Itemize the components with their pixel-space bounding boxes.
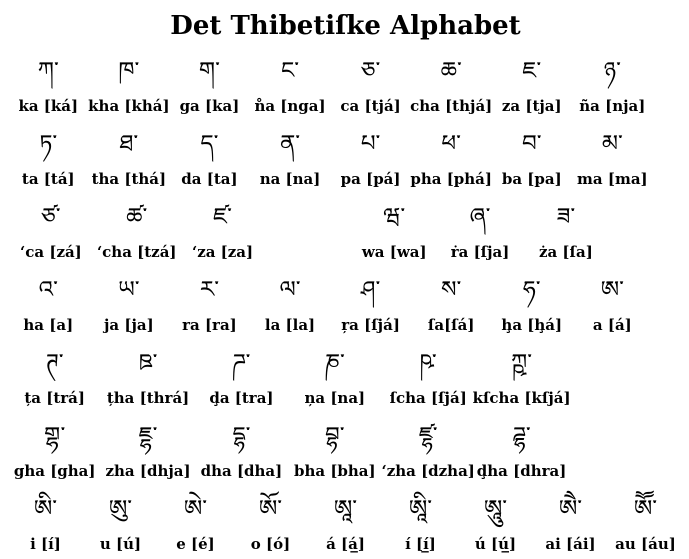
transliteration: ʻcha [tzá] [96, 242, 177, 261]
letter-cell [288, 340, 381, 413]
letter-cell [411, 267, 492, 340]
letter-cell [83, 486, 158, 559]
letter-cell [89, 121, 170, 194]
tibetan-letter: ཨཽ་ [633, 495, 658, 522]
transliteration: ḑa [tra] [209, 388, 274, 407]
tibetan-letter: ད་ [200, 130, 219, 157]
transliteration: u [ú] [99, 534, 142, 553]
letter-cell [195, 413, 288, 486]
transliteration: kha [khá] [88, 96, 170, 115]
alphabet-row-consonants-row-2 [8, 121, 653, 194]
transliteration: ña [nja] [579, 96, 646, 115]
letter-cell [523, 194, 609, 267]
transliteration: zha [dhja] [105, 461, 191, 480]
letter-cell [491, 48, 572, 121]
tibetan-letter: ཟ་ [556, 203, 576, 230]
transliteration: ga [ka] [179, 96, 240, 115]
transliteration: í [í̲] [405, 534, 436, 553]
tibetan-letter: ཛྷ་ [418, 422, 438, 449]
transliteration: pa [pá] [340, 169, 401, 188]
letter-cell [169, 267, 250, 340]
letter-cell [330, 121, 411, 194]
tibetan-letter: ཨཱུ་ [483, 495, 508, 522]
tibetan-letter: ག་ [198, 57, 220, 84]
alphabet-row-retroflex-row [8, 340, 571, 413]
transliteration: ba [pa] [501, 169, 562, 188]
tibetan-letter: ཨཻ་ [558, 495, 583, 522]
transliteration: ḩa [ḩá] [501, 315, 563, 334]
tibetan-letter: ཀྵ་ [511, 349, 533, 376]
tibetan-letter: ཝ་ [383, 203, 406, 230]
letter-cell [169, 121, 250, 194]
transliteration: pha [phá] [410, 169, 493, 188]
letter-cell [8, 340, 101, 413]
alphabet-row-consonants-row-4 [8, 267, 653, 340]
letter-cell [411, 48, 492, 121]
transliteration: ʻza [za] [192, 242, 254, 261]
letter-cell [89, 267, 170, 340]
tibetan-letter: ཧ་ [522, 276, 541, 303]
transliteration: kſcha [kſjá] [472, 388, 571, 407]
transliteration: ca [tjá] [340, 96, 401, 115]
transliteration: ra [ra] [182, 315, 237, 334]
transliteration: na [na] [259, 169, 321, 188]
letter-cell [101, 340, 194, 413]
letter-cell [89, 48, 170, 121]
letter-cell [437, 194, 523, 267]
tibetan-letter: ས་ [441, 276, 462, 303]
tibetan-letter: ཨེ་ [183, 495, 208, 522]
tibetan-letter: བྷ་ [325, 422, 345, 449]
letter-cell [101, 413, 194, 486]
transliteration: da [ta] [181, 169, 238, 188]
transliteration: au [áu] [615, 534, 676, 553]
transliteration: bha [bha] [293, 461, 376, 480]
letter-cell [8, 267, 89, 340]
letter-cell [288, 413, 381, 486]
transliteration: ú [ú̲] [474, 534, 517, 553]
tibetan-letter: མ་ [601, 130, 623, 157]
letter-cell [411, 121, 492, 194]
letter-cell [8, 413, 101, 486]
transliteration: gha [gha] [13, 461, 96, 480]
transliteration: ța [trá] [24, 388, 85, 407]
tibetan-letter: ཨུ་ [108, 495, 133, 522]
letter-cell [382, 413, 475, 486]
tibetan-letter: ཇ་ [522, 57, 542, 84]
letter-cell [308, 486, 383, 559]
tibetan-letter: ཀ་ [37, 57, 59, 84]
tibetan-letter: ཨཱ་ [333, 495, 358, 522]
letter-cell [351, 194, 437, 267]
tibetan-letter: ཨ་ [600, 276, 624, 303]
tibetan-letter: བ་ [521, 130, 542, 157]
letter-cell [572, 48, 653, 121]
tibetan-letter: ཋ་ [138, 349, 158, 376]
transliteration: ka [ká] [18, 96, 79, 115]
tibetan-letter: ཊ་ [45, 349, 64, 376]
tibetan-letter: ཅ་ [360, 57, 381, 84]
tibetan-letter: ཐ་ [119, 130, 139, 157]
tibetan-letter: ཏ་ [39, 130, 58, 157]
tibetan-letter: ཕ་ [441, 130, 461, 157]
letter-cell [491, 267, 572, 340]
letter-cell [265, 194, 351, 267]
tibetan-letter: འ་ [38, 276, 58, 303]
transliteration: ḑha [dhra] [476, 461, 567, 480]
transliteration: i [í] [30, 534, 61, 553]
transliteration: ai [ái] [545, 534, 596, 553]
letter-cell [8, 121, 89, 194]
tibetan-letter: ཇྷ་ [138, 422, 158, 449]
transliteration: n̊a [nga] [254, 96, 326, 115]
alphabet-table [8, 48, 683, 559]
letter-cell [250, 48, 331, 121]
tibetan-letter: ཤ་ [360, 276, 381, 303]
letter-cell [458, 486, 533, 559]
transliteration: țha [thrá] [106, 388, 190, 407]
letter-cell [572, 121, 653, 194]
tibetan-letter: པ་ [360, 130, 381, 157]
letter-cell [94, 194, 180, 267]
transliteration: ſcha [ſjá] [389, 388, 467, 407]
letter-cell [330, 267, 411, 340]
tibetan-letter: ཁ་ [118, 57, 140, 84]
transliteration: á [á̲] [326, 534, 365, 553]
transliteration: dha [dha] [200, 461, 283, 480]
tibetan-letter: ཙ་ [41, 203, 61, 230]
tibetan-letter: ར་ [199, 276, 220, 303]
transliteration: ʻca [zá] [20, 242, 82, 261]
letter-cell [608, 486, 683, 559]
alphabet-row-consonants-row-3 [8, 194, 609, 267]
transliteration: ha [a] [23, 315, 74, 334]
transliteration: tha [thá] [91, 169, 167, 188]
letter-cell [195, 340, 288, 413]
transliteration: ża [ſa] [538, 242, 593, 261]
alphabet-row-vowels-row [8, 486, 683, 559]
tibetan-letter: ན་ [279, 130, 301, 157]
tibetan-letter: ང་ [280, 57, 300, 84]
transliteration: la [la] [264, 315, 316, 334]
tibetan-letter: ཚ་ [126, 203, 148, 230]
transliteration: ņa [na] [304, 388, 366, 407]
tibetan-letter: ཨོ་ [258, 495, 283, 522]
letter-cell [233, 486, 308, 559]
transliteration: o [ó] [250, 534, 291, 553]
letter-cell [169, 48, 250, 121]
transliteration: cha [thjá] [410, 96, 493, 115]
transliteration: ja [ja] [104, 315, 154, 334]
letter-cell [250, 267, 331, 340]
transliteration: ŗa [ſjá] [341, 315, 400, 334]
tibetan-letter: གྷ་ [44, 422, 66, 449]
tibetan-letter: ཛ་ [213, 203, 232, 230]
letter-cell [491, 121, 572, 194]
letter-cell [8, 486, 83, 559]
transliteration: ma [ma] [577, 169, 648, 188]
transliteration: ṙa [ſja] [450, 242, 510, 261]
letter-cell [158, 486, 233, 559]
transliteration: e [é] [176, 534, 215, 553]
letter-cell [180, 194, 266, 267]
letter-cell [472, 340, 571, 413]
letter-cell [330, 48, 411, 121]
tibetan-letter: ཨི་ [33, 495, 58, 522]
tibetan-letter: ཆ་ [440, 57, 462, 84]
page-title: Det Thibetiſke Alphabet [170, 11, 521, 41]
tibetan-letter: ཉ་ [603, 57, 621, 84]
letter-cell [8, 48, 89, 121]
transliteration: ta [tá] [21, 169, 75, 188]
letter-cell [8, 194, 94, 267]
transliteration: ſa[ſá] [427, 315, 475, 334]
alphabet-row-voiced-aspirates-row [8, 413, 568, 486]
transliteration: wa [wa] [361, 242, 427, 261]
tibetan-letter: ཌ་ [232, 349, 251, 376]
tibetan-letter: ཎ་ [324, 349, 345, 376]
letter-cell [475, 413, 568, 486]
letter-cell [382, 340, 475, 413]
transliteration: ʻzha [dzha] [381, 461, 475, 480]
transliteration: za [tja] [501, 96, 562, 115]
tibetan-letter: ཌྷ་ [512, 422, 531, 449]
tibetan-letter: ཡ་ [118, 276, 140, 303]
alphabet-row-consonants-row-1 [8, 48, 653, 121]
tibetan-letter: ཞ་ [469, 203, 491, 230]
letter-cell [572, 267, 653, 340]
letter-cell [250, 121, 331, 194]
letter-cell [533, 486, 608, 559]
tibetan-letter: ཨཱི་ [408, 495, 433, 522]
tibetan-letter: དྷ་ [232, 422, 251, 449]
transliteration: a [á] [592, 315, 632, 334]
letter-cell [383, 486, 458, 559]
tibetan-letter: ཥ་ [419, 349, 437, 376]
tibetan-letter: ལ་ [279, 276, 301, 303]
